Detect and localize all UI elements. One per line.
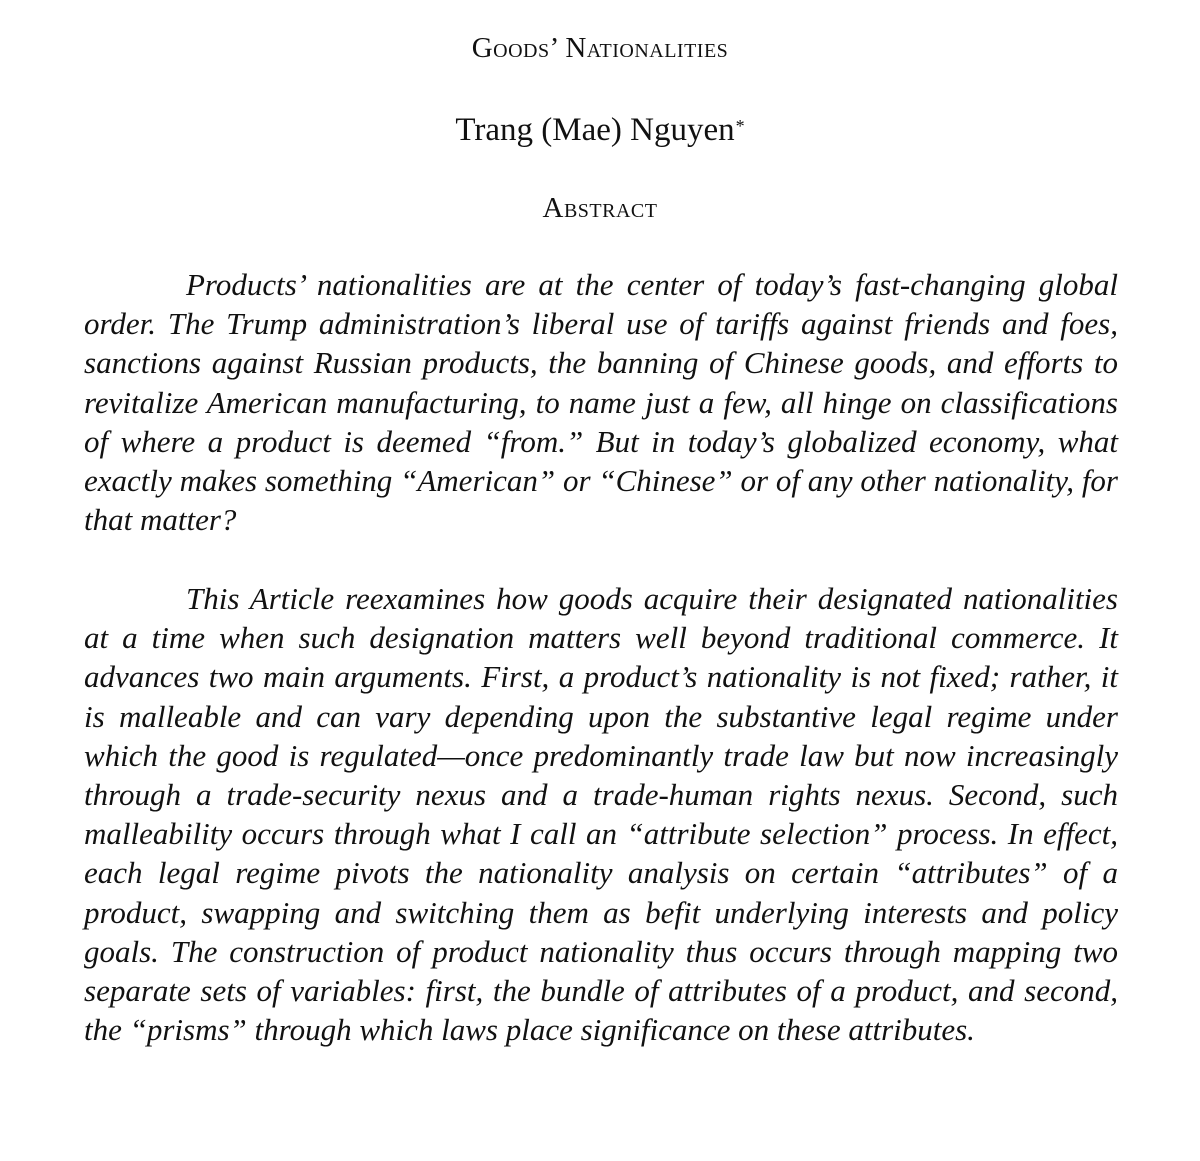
author-name: Trang (Mae) Nguyen <box>455 112 735 148</box>
article-title: Goods’ Nationalities <box>471 32 729 64</box>
abstract-heading: Abstract <box>542 192 658 224</box>
author-line <box>0 110 1200 150</box>
abstract-paragraph: This Article reexamines how goods acquire their designated nationalities at a time when such designation matters well beyond traditional commerce. It advances two main arguments. First, a product’s nationality is not fixed; rather, it is malleable and can vary depending upon the substantive legal regime under which the good is regulated—once predominantly trade law but now increasingly through a trade-security nexus and a trade-human rights nexus. Second, such malleability occurs through what I call an “attribute selection” process. In effect, each legal regime pivots the nationality analysis on certain “attributes” of a product, swapping and switching them as befit underlying interests and policy goals. The construction of product nationality thus occurs through mapping two separate sets of variables: first, the bundle of attributes of a product, and second, the “prisms” through which laws place significance on these attributes. <box>84 581 1118 1048</box>
author-footnote-marker[interactable]: * <box>735 116 745 136</box>
abstract-paragraph: Products’ nationalities are at the center of today’s fast-changing global order. The Trump administration’s liberal use of tariffs against friends and foes, sanctions against Russian products, the banning of Chinese goods, and efforts to revitalize American manufacturing, to name just a few, all hinge on classifications of where a product is deemed “from.” But in today’s globalized economy, what exactly makes something “American” or “Chinese” or of any other nationality, for that matter? <box>84 267 1118 538</box>
